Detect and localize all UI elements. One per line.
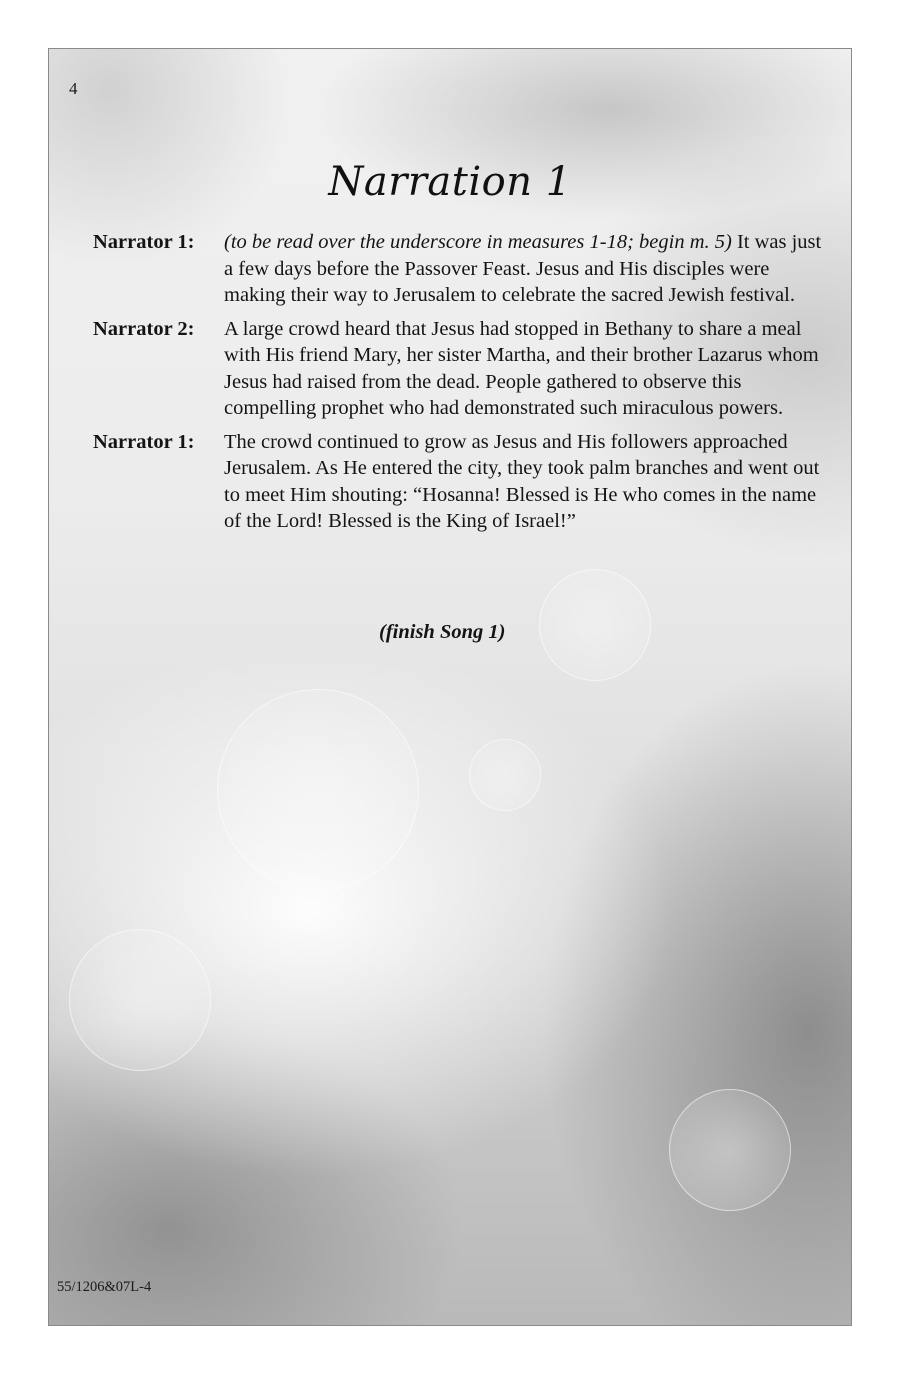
music-cue: (finish Song 1) xyxy=(379,621,506,643)
speaker-label: Narrator 2: xyxy=(93,317,195,340)
page-sheet xyxy=(48,48,852,1326)
script-entry xyxy=(93,316,823,422)
bokeh-circle xyxy=(469,739,541,811)
speech-text: The crowd continued to grow as Jesus and His followers approached Jerusalem. As He entered the city, they took palm branches and went out to meet Him shouting: “Hosanna! Blessed is He who comes in the name of the Lord! Blessed is the King of Israel!” xyxy=(224,430,820,532)
bokeh-circle xyxy=(69,929,211,1071)
speech-text xyxy=(224,229,823,309)
script-entry xyxy=(93,429,823,535)
script-entry xyxy=(93,229,823,309)
page-title: Narration 1 xyxy=(328,159,572,205)
narration-script xyxy=(93,229,823,542)
bokeh-circle xyxy=(539,569,651,681)
stage-direction: (to be read over the underscore in measures 1-18; begin m. 5) xyxy=(224,231,732,253)
speech-body: It was just a few days before the Passover Feast. Jesus and His disciples were making their way to Jerusalem to celebrate the sacred Jewish festival. xyxy=(224,231,822,306)
bokeh-circle xyxy=(217,689,419,891)
speaker-label: Narrator 1: xyxy=(93,231,195,253)
speaker-label: Narrator 1: xyxy=(93,430,195,453)
speech-text: A large crowd heard that Jesus had stopped in Bethany to share a meal with His friend Mary, her sister Martha, and their brother Lazarus whom Jesus had raised from the dead. People gathered to observe this compelling prophet who had demonstrated such miraculous powers. xyxy=(224,317,819,419)
bokeh-circle xyxy=(669,1089,791,1211)
page-number: 4 xyxy=(69,79,78,98)
catalog-number: 55/1206&07L-4 xyxy=(57,1279,152,1295)
